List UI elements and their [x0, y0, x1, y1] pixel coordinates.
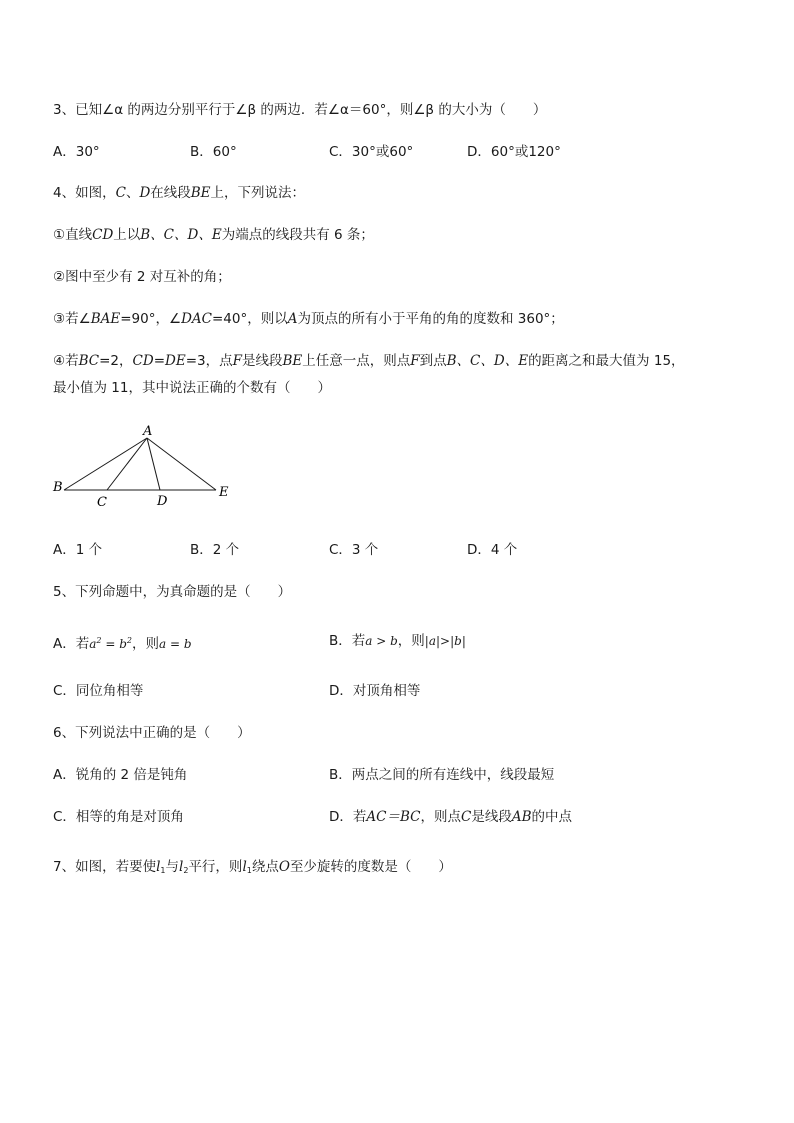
q5-a-math-1	[89, 637, 132, 651]
q7-point-o: O	[278, 859, 290, 875]
q5-option-a	[53, 632, 192, 653]
q6-d-point-c: C	[461, 809, 472, 825]
q6-d-text-4: 的中点	[531, 809, 573, 825]
q4-s1-text-1: ①直线	[53, 227, 93, 243]
q4-s3-text-1: ③若∠	[53, 311, 91, 327]
q4-s3-angle-dac: DAC	[181, 311, 212, 327]
q5-option-c: C．同位角相等	[53, 683, 144, 699]
q5-a-math-2: a = b	[158, 637, 192, 651]
q5-b-text-2: ，则	[397, 633, 425, 649]
q7-line-l2-letter: l	[179, 859, 184, 875]
q4-s3-text-4: 为顶点的所有小于平角的角的度数和 360°；	[297, 311, 564, 327]
q6-option-b: B．两点之间的所有连线中，线段最短	[329, 767, 555, 783]
q5-option-d: D．对顶角相等	[329, 683, 421, 699]
q4-s4-de: DE	[165, 353, 186, 369]
q6-option-d	[329, 808, 572, 826]
q4-point-c: C	[115, 185, 126, 201]
q4-s4-text-6: 上任意一点，则点	[302, 353, 411, 369]
q4-geometry-figure	[50, 420, 240, 512]
q3-option-d: D．60°或120°	[467, 144, 561, 160]
q4-stem-text-4: 上，下列说法：	[210, 185, 306, 201]
q4-s4-text-8: 的距离之和最大值为 15，	[528, 353, 685, 369]
label-c: C	[97, 495, 107, 510]
q4-option-c: C．3 个	[329, 542, 379, 558]
q6-stem: 6、下列说法中正确的是（ ）	[53, 725, 251, 741]
label-a: A	[143, 424, 153, 439]
q5-a-text-2: ，则	[131, 636, 159, 652]
q4-s1-line-cd: CD	[92, 227, 114, 243]
q4-s4-text-3: =	[153, 353, 165, 369]
q3-stem: 3、已知∠α 的两边分别平行于∠β 的两边．若∠α＝60°，则∠β 的大小为（ ）	[53, 102, 547, 118]
q5-a-exp-1: 2	[96, 636, 102, 645]
q4-statement-2: ②图中至少有 2 对互补的角；	[53, 269, 231, 285]
label-b: B	[53, 480, 63, 495]
q5-a-var-a: a	[89, 637, 97, 651]
q7-line-l1b-letter: l	[242, 859, 247, 875]
q4-s1-points: B、C、D、E	[140, 227, 222, 243]
q6-d-acbc: AC＝BC	[366, 809, 421, 825]
q7-text-2: 与	[165, 859, 180, 875]
q4-segment-be: BE	[190, 185, 211, 201]
q4-s4-points: B、C、D、E	[446, 353, 529, 369]
q5-b-math-2: |a|>|b|	[424, 634, 466, 648]
q4-stem	[53, 184, 305, 202]
q4-stem-text-3: 在线段	[150, 185, 191, 201]
label-d: D	[157, 494, 168, 509]
label-e: E	[219, 485, 229, 500]
q4-s4-text-2: =2，	[99, 353, 133, 369]
q5-a-exp-2: 2	[126, 636, 132, 645]
segment-ab	[64, 438, 147, 490]
q4-s4-point-f: F	[232, 353, 242, 369]
q3-option-a: A．30°	[53, 144, 100, 160]
q6-d-text-2: ，则点	[420, 809, 461, 825]
q5-option-b	[329, 632, 466, 650]
q4-stem-text-2: 、	[125, 185, 140, 201]
q4-statement-3	[53, 310, 564, 328]
q7-stem	[53, 858, 452, 880]
q4-s1-text-3: 为端点的线段共有 6 条；	[221, 227, 374, 243]
q4-stem-text-1: 4、如图，	[53, 185, 116, 201]
q4-statement-4	[53, 352, 685, 370]
q4-option-d: D．4 个	[467, 542, 518, 558]
q5-b-math-1: a > b	[365, 634, 398, 648]
q4-statement-4-line-2: 最小值为 11，其中说法正确的个数有（ ）	[53, 380, 331, 396]
q4-statement-1	[53, 226, 374, 244]
q4-s3-angle-bae: BAE	[90, 311, 121, 327]
q4-s3-text-3: =40°，则以	[212, 311, 288, 327]
q4-s4-text-7: 到点	[419, 353, 447, 369]
q5-a-text-1: A．若	[53, 636, 90, 652]
q3-option-c: C．30°或60°	[329, 144, 414, 160]
segment-ac	[107, 438, 147, 490]
q4-option-a: A．1 个	[53, 542, 103, 558]
q7-text-3: 平行，则	[188, 859, 243, 875]
q7-text-4: 绕点	[251, 859, 279, 875]
q4-option-b: B．2 个	[190, 542, 240, 558]
q7-line-l1b-sub: 1	[246, 866, 252, 875]
q3-option-b: B．60°	[190, 144, 237, 160]
q7-line-l1-sub: 1	[160, 866, 166, 875]
q7-line-l1-letter: l	[156, 859, 161, 875]
q4-point-d: D	[139, 185, 151, 201]
q4-s3-text-2: =90°，∠	[120, 311, 182, 327]
q6-d-segment-ab: AB	[511, 809, 532, 825]
q6-d-text-3: 是线段	[471, 809, 512, 825]
q4-s4-cd: CD	[132, 353, 154, 369]
q5-stem: 5、下列命题中，为真命题的是（ ）	[53, 584, 292, 600]
q4-s1-text-2: 上以	[113, 227, 141, 243]
q7-line-l2-sub: 2	[183, 866, 189, 875]
q4-s3-point-a: A	[287, 311, 298, 327]
q4-s4-text-4: =3，点	[185, 353, 233, 369]
q6-d-text-1: D．若	[329, 809, 367, 825]
q6-option-c: C．相等的角是对顶角	[53, 809, 184, 825]
q6-option-a: A．锐角的 2 倍是钝角	[53, 767, 188, 783]
q5-b-text-1: B．若	[329, 633, 366, 649]
q5-a-var-b: = b	[105, 637, 127, 651]
q4-s4-text-1: ④若	[53, 353, 79, 369]
q7-text-1: 7、如图，若要使	[53, 859, 157, 875]
segment-ae	[147, 438, 216, 490]
q7-text-5: 至少旋转的度数是（ ）	[289, 859, 452, 875]
q4-s4-bc: BC	[78, 353, 100, 369]
q4-s4-segment-be: BE	[282, 353, 303, 369]
q4-s4-point-f-2: F	[410, 353, 420, 369]
q4-s4-text-5: 是线段	[241, 353, 283, 369]
